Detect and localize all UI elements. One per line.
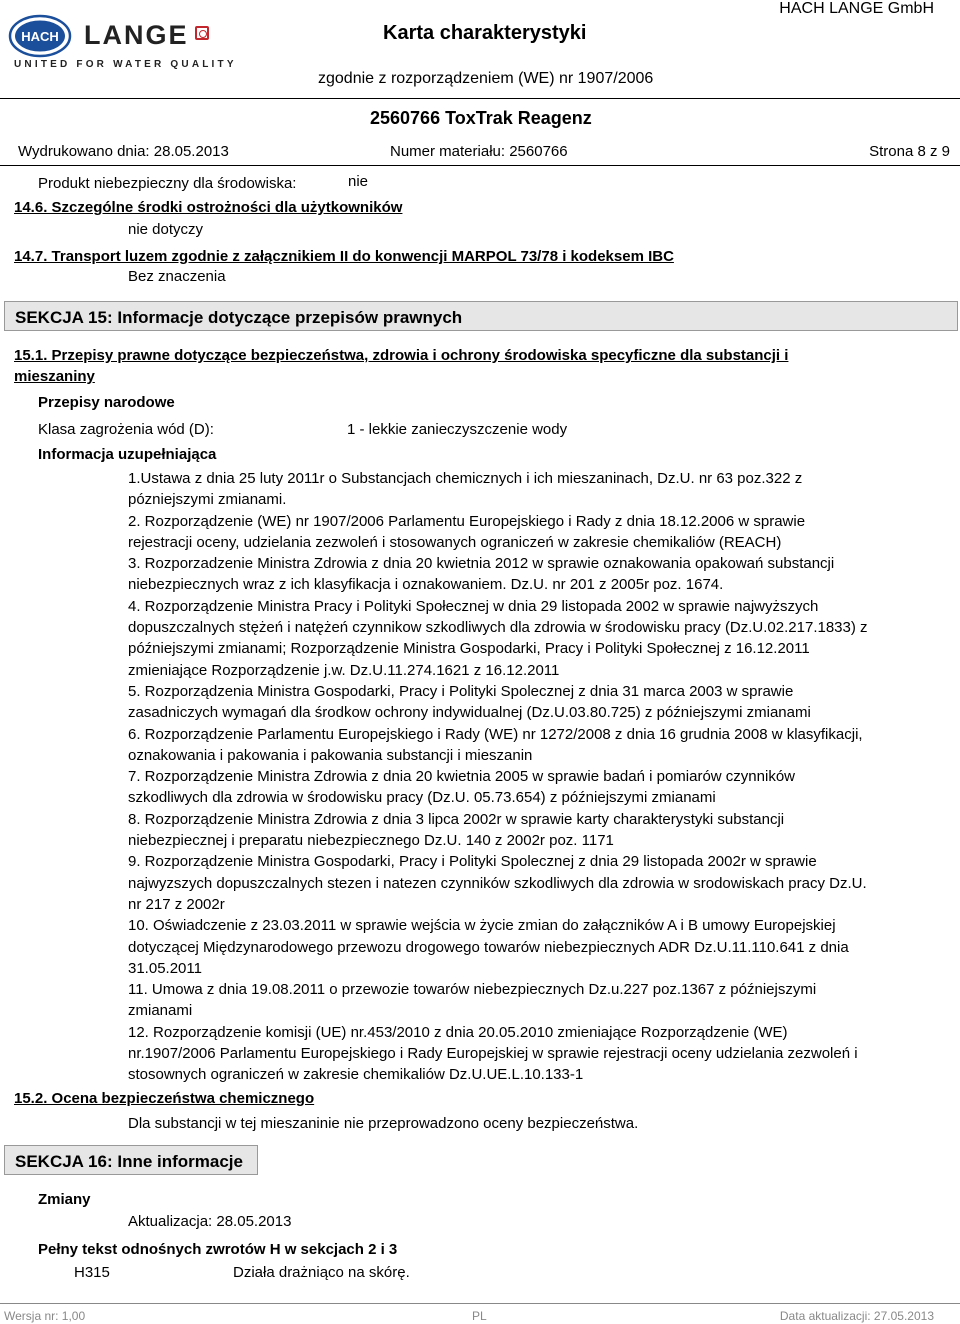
regulation-reference: zgodnie z rozporządzeniem (WE) nr 1907/2006 bbox=[318, 70, 654, 87]
list-item: 6. Rozporządzenie Parlamentu Europejskiego i Rady (WE) nr 1272/2008 z dnia 16 grudnia 2008 w klasyfikacji, oznakowania i pakowania i pakowania substancji i mieszanin bbox=[128, 725, 863, 764]
list-item: 12. Rozporządzenie komisji (UE) nr.453/2010 z dnia 20.05.2010 zmieniające Rozporządzenie (WE) nr.1907/2006 Parlamentu Europejskiego i Rady Europejskiej w sprawie rejestracji oceny udzielania zezwoleń i stosownych ograniczeń w zakresie chemikaliów Dz.U.UE.L.10.133-1 bbox=[128, 1023, 858, 1084]
section-16-header bbox=[4, 1145, 258, 1175]
list-item: 2. Rozporządzenie (WE) nr 1907/2006 Parlamentu Europejskiego i Rady z dnia 18.12.2006 w sprawie rejestracji oceny, udzielania zezwoleń i stosowanych ograniczeń w zakresie chemikaliów (REACH) bbox=[128, 512, 806, 551]
footer-divider bbox=[0, 1303, 960, 1304]
additional-info-label: Informacja uzupełniająca bbox=[38, 446, 217, 463]
section-14-7-title: 14.7. Transport luzem zgodnie z załącznikiem II do konwencji MARPOL 73/78 i kodeksem IBC bbox=[14, 248, 674, 265]
section-15-1-title-cont: mieszaniny bbox=[14, 368, 95, 385]
lange-logo: LANGE bbox=[84, 20, 189, 50]
national-regulations-label: Przepisy narodowe bbox=[38, 394, 175, 411]
regulations-list bbox=[128, 468, 868, 1086]
list-item: 7. Rozporządzenie Ministra Zdrowia z dnia 20 kwietnia 2005 w sprawie badań i pomiarów czynników szkodliwych dla zdrowia w środowisku pracy (Dz.U. 05.73.654) z późniejszymi zmianami bbox=[128, 768, 795, 807]
section-15-header bbox=[4, 301, 958, 331]
section-15-title: SEKCJA 15: Informacje dotyczące przepisów prawnych bbox=[15, 308, 463, 327]
footer-version: Wersja nr: 1,00 bbox=[4, 1309, 86, 1323]
document-title: Karta charakterystyki bbox=[383, 22, 587, 44]
water-hazard-value: 1 - lekkie zanieczyszczenie wody bbox=[347, 421, 568, 438]
brand-tagline: UNITED FOR WATER QUALITY bbox=[14, 59, 237, 70]
header-divider bbox=[0, 98, 960, 99]
list-item: 3. Rozporzadzenie Ministra Zdrowia z dnia 20 kwietnia 2012 w sprawie oznakowania opakowań substancji niebezpiecznych wraz z ich klasyfikacja i oznakowaniem. Dz.U. nr 201 z 2005r poz. 1674. bbox=[128, 555, 835, 594]
lange-logo-mark bbox=[195, 26, 209, 40]
list-item: 1.Ustawa z dnia 25 luty 2011r o Substancjach chemicznych i ich mieszaninach, Dz.U. nr 63 poz.322 z pózniejszymi zmianami. bbox=[128, 470, 803, 509]
section-15-2-title: 15.2. Ocena bezpieczeństwa chemicznego bbox=[14, 1090, 315, 1107]
product-name: 2560766 ToxTrak Reagenz bbox=[370, 108, 592, 128]
section-15-2-value: Dla substancji w tej mieszaninie nie przeprowadzono oceny bezpieczeństwa. bbox=[128, 1115, 639, 1132]
section-16-title: SEKCJA 16: Inne informacje bbox=[15, 1152, 243, 1171]
footer-language: PL bbox=[472, 1309, 487, 1323]
list-item: 9. Rozporządzenie Ministra Gospodarki, Pracy i Polityki Spolecznej z dnia 29 listopada 2002r w sprawie najwyzszych dopuszczalnych stezen i natezen czynników szkodliwych dla zdrowia w srodowiskach pracy Dz.U. nr 217 z 2002r bbox=[128, 853, 867, 913]
changes-label: Zmiany bbox=[38, 1191, 91, 1208]
update-date: Aktualizacja: 28.05.2013 bbox=[128, 1213, 292, 1230]
env-hazard-label: Produkt niebezpieczny dla środowiska: bbox=[38, 175, 297, 192]
section-14-6-value: nie dotyczy bbox=[128, 221, 204, 238]
section-15-1-title: 15.1. Przepisy prawne dotyczące bezpieczeństwa, zdrowia i ochrony środowiska specyficzne dla substancji i bbox=[14, 347, 789, 364]
list-item: 8. Rozporządzenie Ministra Zdrowia z dnia 3 lipca 2002r w sprawie karty charakterystyki substancji niebezpiecznej i preparatu niebezpiecznego Dz.U. 140 z 2002r poz. 1171 bbox=[128, 810, 785, 850]
header-bottom-divider bbox=[0, 165, 960, 166]
hach-logo bbox=[8, 14, 72, 58]
section-14-7-value: Bez znaczenia bbox=[128, 268, 226, 285]
page-number: Strona 8 z 9 bbox=[869, 143, 950, 160]
h-statement-code: H315 bbox=[74, 1264, 110, 1281]
print-date: Wydrukowano dnia: 28.05.2013 bbox=[18, 143, 229, 160]
list-item: 11. Umowa z dnia 19.08.2011 o przewozie towarów niebezpiecznych Dz.u.227 poz.1367 z późniejszymi zmianami bbox=[128, 981, 817, 1020]
water-hazard-label: Klasa zagrożenia wód (D): bbox=[38, 421, 214, 438]
list-item: 10. Oświadczenie z 23.03.2011 w sprawie wejścia w życie zmian do załączników A i B umowy Europejskiej dotyczącej Międzynarodowego przewozu drogowego towarów niebezpiecznych ADR Dz.U.11.110.641 z dnia 31.05.2011 bbox=[128, 917, 849, 977]
company-name: HACH LANGE GmbH bbox=[779, 0, 934, 17]
h-statement-text: Działa drażniąco na skórę. bbox=[233, 1264, 410, 1281]
material-number: Numer materiału: 2560766 bbox=[390, 143, 568, 160]
h-statements-title: Pełny tekst odnośnych zwrotów H w sekcjach 2 i 3 bbox=[38, 1241, 398, 1258]
section-14-6-title: 14.6. Szczególne środki ostrożności dla użytkowników bbox=[14, 199, 403, 216]
list-item: 4. Rozporządzenie Ministra Pracy i Polityki Społecznej w dnia 29 listopada 2002 w sprawie najwyższych dopuszczalnych stężeń i natężeń czynnikow szkodliwych dla zdrowia w środowisku pracy (Dz.U.02.217.1833) z późniejszymi zmianami; Rozporządzenie Ministra Gospodarki, Pracy i Polityki Społecznej z 16.12.2011 zmieniające Rozporządzenie j.w. Dz.U.11.274.1621 z 16.12.2011 bbox=[128, 597, 868, 679]
env-hazard-value: nie bbox=[348, 173, 369, 190]
list-item: 5. Rozporządzenia Ministra Gospodarki, Pracy i Polityki Spolecznej z dnia 31 marca 2003 w sprawie zasadniczych wymagań dla środkow ochrony indywidualnej (Dz.U.03.80.725) z późniejszymi zmianami bbox=[128, 682, 811, 722]
hach-logo-text: HACH bbox=[21, 29, 59, 44]
footer-update-date: Data aktualizacji: 27.05.2013 bbox=[779, 1309, 934, 1323]
